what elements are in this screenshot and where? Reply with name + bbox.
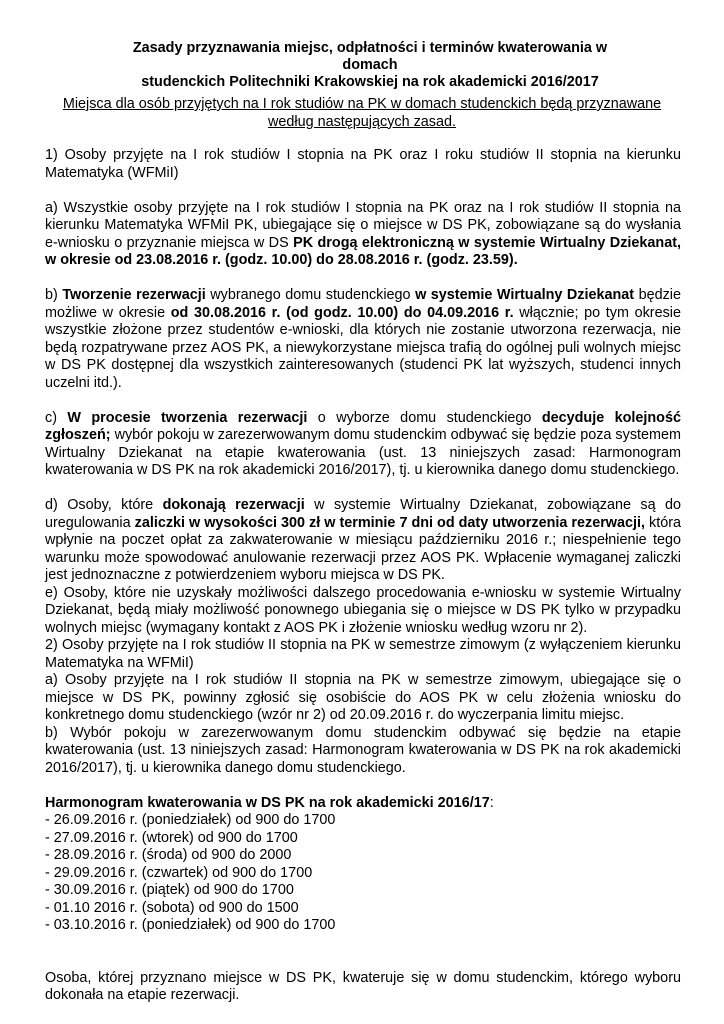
- schedule-item: - 28.09.2016 r. (środa) od 900 do 2000: [45, 847, 292, 863]
- schedule-title: Harmonogram kwaterowania w DS PK na rok akademicki 2016/17: [45, 794, 490, 811]
- document-subtitle: [48, 96, 676, 131]
- section-1-a: [45, 200, 681, 270]
- section-1-d-text-3: która wpłynie na poczet opłat za zakwaterowanie w miesiącu październiku 2016 r.; niespełnienie tego warunku może spowodować anulowanie rezerwacji przez AOS PK. Wpłacenie wymaganej zaliczki jest jednoznaczne z potwierdzeniem wyboru miejsca w DS PK.: [45, 514, 682, 583]
- section-1-b-label: b): [45, 287, 58, 303]
- section-2-a: a) Osoby przyjęte na I rok studiów II stopnia na PK w semestrze zimowym, ubiegające się o miejsce w DS PK, powinny zgłosić się osobiście do AOS PK w celu złożenia wniosku do konkretnego domu studenckiego (wzór nr 2) od 20.09.2016 r. do wyczerpania limitu miejsc.: [45, 672, 681, 723]
- section-1-d-bold-1: dokonają rezerwacji: [162, 497, 305, 513]
- section-1-a-bold: PK drogą elektroniczną w systemie Wirtualny Dziekanat, w okresie od 23.08.2016 r. (godz. 10.00) do 28.08.2016 r. (godz. 23.59).: [45, 234, 681, 268]
- section-1-d-text-2: w systemie Wirtualny Dziekanat, zobowiązane są do uregulowania: [45, 497, 681, 531]
- schedule-item: - 29.09.2016 r. (czwartek) od 900 do 1700: [45, 864, 313, 881]
- schedule-item: - 30.09.2016 r. (piątek) od 900 do 1700: [45, 882, 294, 898]
- schedule-title-suffix: :: [489, 794, 494, 811]
- subtitle-line-1: Miejsca dla osób przyjętych na I rok studiów na PK w domach studenckich będą przyznawane: [62, 96, 662, 112]
- schedule-item: - 01.10 2016 r. (sobota) od 900 do 1500: [45, 899, 299, 916]
- schedule-item: - 03.10.2016 r. (poniedziałek) od 900 do 1700: [45, 917, 336, 933]
- section-1-b-text-2: będzie możliwe w okresie: [45, 287, 682, 321]
- document-body: [45, 147, 681, 1005]
- document-title: [110, 40, 630, 91]
- section-1-c-label: c): [45, 409, 68, 426]
- section-1-b-text-3: włącznie; po tym okresie wszystkie złożone przez studentów e-wnioski, dla których nie zostanie utworzona rezerwacja, nie będą rozpatrywane przez AOS PK, a niewykorzystane miejsca trafią do ogólnej puli wolnych miejsc w DS PK dostępnej dla wszystkich zainteresowanych (studenci PK lat wyższych, studenci innych uczelni itd.).: [45, 304, 681, 391]
- schedule-title-line: [45, 795, 681, 813]
- schedule-item: - 26.09.2016 r. (poniedziałek) od 900 do 1700: [45, 812, 336, 828]
- section-2-b: b) Wybór pokoju w zarezerwowanym domu studenckim odbywać się będzie na etapie kwaterowania (ust. 13 niniejszych zasad: Harmonogram kwaterowania w DS PK na rok akademicki 2016/2017), tj. u kierownika danego domu studenckiego.: [45, 724, 681, 776]
- section-1-c-bold-2: decyduje kolejność zgłoszeń;: [45, 409, 681, 443]
- section-1-e: e) Osoby, które nie uzyskały możliwości dalszego procedowania e-wniosku w systemie Wirtualny Dziekanat, będą miały możliwość ponownego ubiegania się o miejsce w DS PK tylko w przypadku wolnych miejsc (wymagany kontakt z AOS PK i złożenie wniosku według wzoru nr 2).: [45, 584, 681, 636]
- section-1-b-bold-3: od 30.08.2016 r. (od godz. 10.00) do 04.09.2016 r.: [170, 304, 514, 321]
- section-1-a-text: a) Wszystkie osoby przyjęte na I rok studiów I stopnia na PK oraz na I rok studiów II stopnia na kierunku Matematyka WFMiI PK, ubiegające się o miejsce w DS PK, zobowiązane są do wysłania e-wniosku o przyznanie miejsca w DS: [45, 199, 681, 251]
- section-1-c-bold-1: W procesie tworzenia rezerwacji: [67, 409, 308, 426]
- schedule-item: - 27.09.2016 r. (wtorek) od 900 do 1700: [45, 829, 298, 846]
- section-1-b-bold-2: w systemie Wirtualny Dziekanat: [415, 287, 635, 303]
- title-line-1: Zasady przyznawania miejsc, odpłatności i terminów kwaterowania w domach: [132, 40, 608, 73]
- section-1-c-text-1: o wyborze domu studenckiego: [307, 409, 542, 426]
- section-1-c: [45, 410, 681, 480]
- section-1-b-bold-1: Tworzenie rezerwacji: [62, 287, 206, 303]
- section-1-c-text-2: wybór pokoju w zarezerwowanym domu studenckim odbywać się będzie poza systemem Wirtualny Dziekanat na etapie kwaterowania (ust. 13 niniejszych zasad: Harmonogram kwaterowania w DS PK na rok akademicki 2016/2017), tj. u kierownika danego domu studenckiego.: [45, 427, 681, 478]
- section-1-d-bold-2: zaliczki w wysokości 300 zł w terminie 7 dni od daty utworzenia rezerwacji,: [134, 514, 645, 531]
- closing-paragraph: Osoba, której przyznano miejsce w DS PK, kwateruje się w domu studenckim, którego wyboru dokonała na etapie rezerwacji.: [45, 969, 681, 1003]
- section-1-d: [45, 497, 681, 585]
- section-1-heading: 1) Osoby przyjęte na I rok studiów I stopnia na PK oraz I roku studiów II stopnia na kierunku Matematyka (WFMiI): [45, 147, 681, 181]
- section-1-b: [45, 287, 681, 392]
- section-1-d-text-1: d) Osoby, które: [45, 497, 163, 513]
- subtitle-line-2: według następujących zasad.: [268, 113, 456, 130]
- schedule-list: [45, 812, 681, 935]
- title-line-2: studenckich Politechniki Krakowskiej na rok akademicki 2016/2017: [141, 74, 599, 90]
- section-2-heading: 2) Osoby przyjęte na I rok studiów II stopnia na PK w semestrze zimowym (z wyłączeniem kierunku Matematyka na WFMiI): [45, 637, 681, 671]
- section-1-b-text-1: wybranego domu studenckiego: [205, 287, 416, 303]
